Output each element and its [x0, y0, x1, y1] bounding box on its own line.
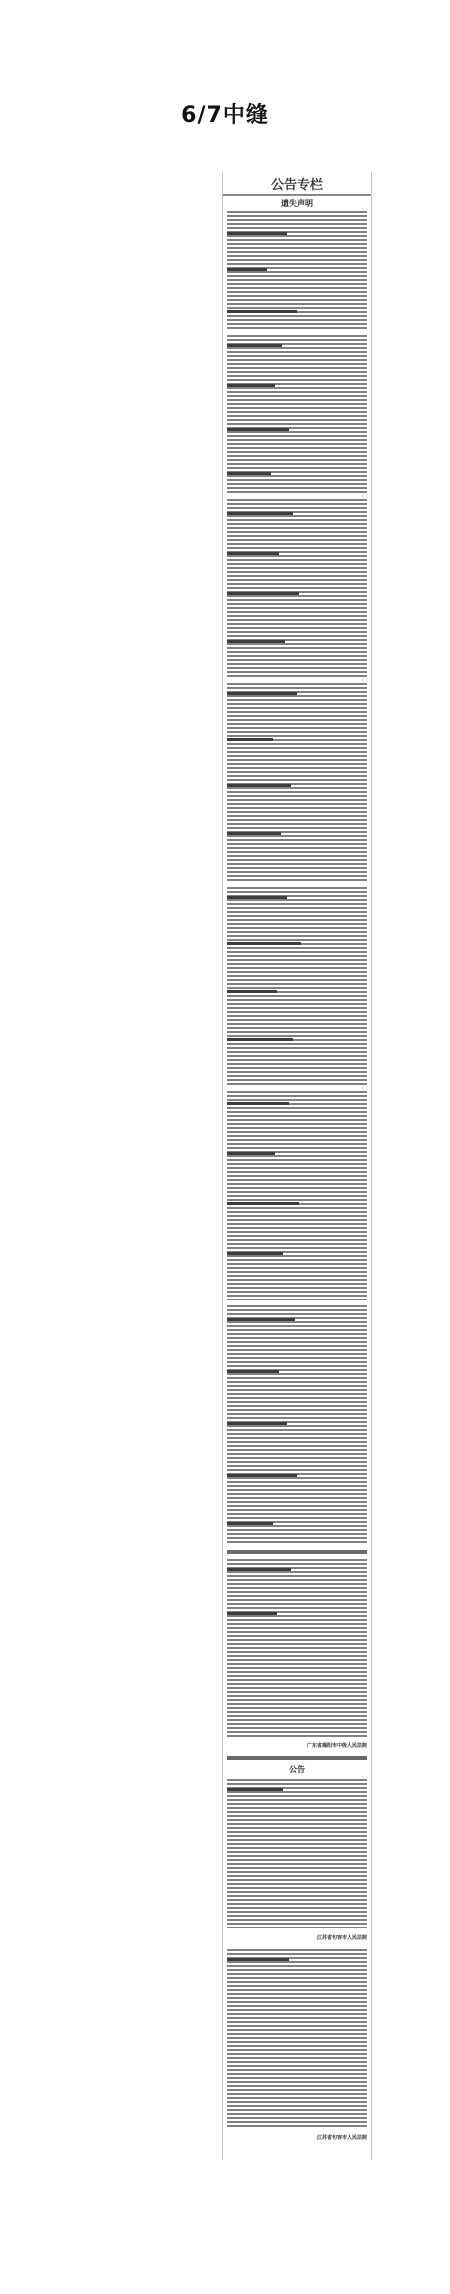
notice-heading-line	[227, 472, 271, 475]
notice-heading-line	[227, 1318, 295, 1321]
page-title: 6/7中缝	[181, 103, 269, 128]
signature-court-3: 江苏省句容市人民法院	[316, 2135, 367, 2141]
notice-text-block	[227, 1090, 367, 1300]
notice-heading-line	[227, 1152, 275, 1155]
notice-text-block	[227, 886, 367, 1086]
notice-heading-line	[227, 232, 287, 235]
column-banner	[223, 172, 371, 196]
notice-text-block	[227, 498, 367, 678]
notice-heading-line	[227, 1102, 289, 1105]
hearing-notice-text-block	[227, 1948, 367, 2128]
notice-heading-line	[227, 738, 273, 741]
notice-heading-line	[227, 832, 281, 835]
notice-heading-line	[227, 640, 285, 643]
notice-heading-line	[227, 552, 279, 555]
section-title-lost: 遗失声明	[281, 199, 313, 208]
notice-heading-line	[227, 784, 291, 787]
notice-heading-line	[227, 428, 289, 431]
notice-heading-line	[227, 268, 267, 271]
notice-heading-line	[227, 1422, 287, 1425]
notice-heading-line	[227, 1612, 277, 1615]
notice-column	[222, 172, 372, 2160]
notice-heading-line	[227, 942, 301, 945]
notice-heading-line	[227, 512, 293, 515]
signature-court-1: 广东省揭阳市中级人民法院	[306, 1743, 367, 1749]
hearing-notice-text-block	[227, 1778, 367, 1928]
notice-heading-line	[227, 384, 275, 387]
notice-heading-line	[227, 1958, 289, 1961]
court-notice-text-block	[227, 1558, 367, 1738]
notice-heading-line	[227, 344, 282, 347]
notice-heading-line	[227, 896, 287, 899]
section-title-hearing: 公告	[289, 1765, 305, 1774]
notice-heading-line	[227, 310, 297, 313]
notice-heading-line	[227, 1370, 279, 1373]
notice-heading-line	[227, 990, 277, 993]
notice-heading-line	[227, 1038, 293, 1041]
notice-text-block	[227, 682, 367, 882]
section-divider	[227, 1550, 367, 1554]
section-divider	[227, 1756, 367, 1760]
notice-heading-line	[227, 592, 299, 595]
notice-text-block	[227, 334, 367, 494]
notice-heading-line	[227, 1474, 297, 1477]
notice-heading-line	[227, 1568, 291, 1571]
notice-heading-line	[227, 1522, 273, 1525]
notice-heading-line	[227, 1788, 283, 1791]
signature-court-2: 江苏省句容市人民法院	[316, 1935, 367, 1941]
notice-heading-line	[227, 1252, 283, 1255]
column-banner-title: 公告专栏	[270, 178, 323, 193]
notice-heading-line	[227, 692, 297, 695]
notice-heading-line	[227, 1202, 299, 1205]
